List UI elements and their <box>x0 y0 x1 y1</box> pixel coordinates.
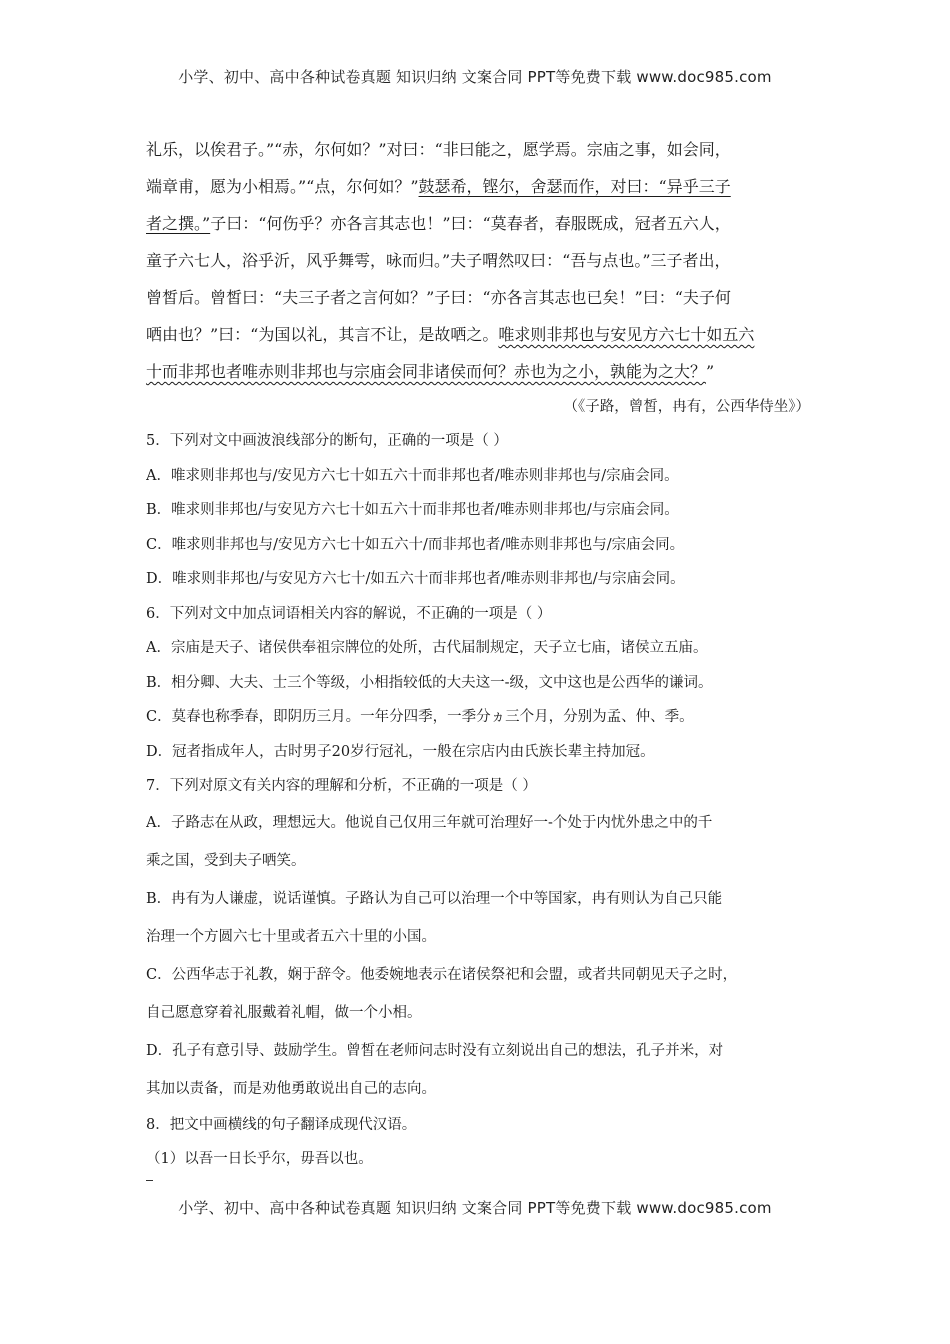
passage-line-1: 礼乐，以俟君子。”“赤，尔何如？”对曰：“非曰能之，愿学焉。宗庙 · ·之事，如会同， <box>146 131 810 168</box>
answer-line-mark <box>146 1180 153 1181</box>
passage-line-2: 端章甫，愿为小相焉。”“点，尔何如？”鼓瑟希，铿尔，舍瑟而作，对曰：“异乎三子 <box>146 177 731 196</box>
question-6-option-d: D．冠者指成年人，古时男子20岁行冠礼，一般在宗店内由氏族长辈主持加冠。 <box>146 743 655 760</box>
passage-line-3: 者之撰。”子曰：“何伤乎？亦各言其志也！”曰：“莫春 · ·者，春服既成，冠者 · ·五六人， <box>146 205 810 242</box>
question-7-option-d: D．孔子有意引导、鼓励学生。曾皙在老师问志时没有立刻说出自己的想法，孔子并米，对 <box>146 1042 724 1059</box>
page-footer: 小学、初中、高中各种试卷真题 知识归纳 文案合同 PPT等免费下载 www.doc985.com <box>178 1199 772 1217</box>
passage-line-4: 童子六七人，浴乎沂，风乎舞雩，咏而归。”夫子喟然叹曰：“吾与点也。”三子者出， <box>146 251 731 270</box>
underlined-sentence-end: 者之撰。” <box>146 214 211 233</box>
question-7-option-a-cont: 乘之国，受到夫子哂笑。 <box>146 852 306 869</box>
page-content <box>146 131 810 1177</box>
passage-line-5: 曾皙后。曾皙曰：“夫三子者之言何如？”子曰：“亦各言其志也已矣！”曰：“夫子何 <box>146 288 731 307</box>
passage-line-6: 哂由也？”曰：“为国以礼，其言不让，是故哂之。唯求则非邦也与安见方六七十如五六 <box>146 325 755 344</box>
dotted-word-zongmiao: 宗庙 · · <box>587 140 619 159</box>
question-7-option-a: A．子路志在从政，理想远大。他说自己仅用三年就可治理好一-个处于内忧外患之中的千 <box>146 814 713 831</box>
question-6-option-a: A．宗庙是天子、诸侯供奉祖宗牌位的处所，古代届制规定，天子立七庙，诸侯立五庙。 <box>146 640 708 656</box>
question-8-stem: 8．把文中画横线的句子翻译成现代汉语。 <box>146 1116 417 1133</box>
question-7-option-b-cont: 治理一个方圆六七十里或者五六十里的小国。 <box>146 928 436 945</box>
question-8-item-1: （1）以吾一日长乎尔，毋吾以也。 <box>146 1151 373 1167</box>
question-6-option-b: B．相分卿、大夫、士三个等级，小相指较低的大夫这一-级，文中这也是公西华的谦词。 <box>146 674 713 691</box>
passage-line-7: 十而非邦也者唯赤则非邦也与宗庙会同非诸侯而何？赤也为之小，孰能为之大？” <box>146 362 715 381</box>
wavy-underlined-text: 唯求则非邦也与安见方六七十如五六 <box>498 325 755 344</box>
question-7-option-c-cont: 自己愿意穿着礼服戴着礼帽，做一个小相。 <box>146 1004 422 1021</box>
question-5-option-a: A．唯求则非邦也与/安见方六七十如五六十而非邦也者/唯赤则非邦也与/宗庙会同。 <box>146 467 679 484</box>
question-7-option-d-cont: 其加以责备，而是劝他勇敢说出自己的志向。 <box>146 1080 436 1097</box>
question-6-stem: 6．下列对文中加点词语相关内容的解说，不正确的一项是（ ） <box>146 605 552 622</box>
question-5-option-b: B．唯求则非邦也/与安见方六七十如五六十而非邦也者/唯赤则非邦也/与宗庙会同。 <box>146 502 679 518</box>
question-7-stem: 7．下列对原文有关内容的理解和分析，不正确的一项是（ ） <box>146 778 537 794</box>
wavy-underlined-text-end: 十而非邦也者唯赤则非邦也与宗庙会同非诸侯而何？赤也为之小，孰能为之大？ <box>146 362 707 381</box>
dotted-word-mochun: 莫春 · · <box>491 214 523 233</box>
underlined-sentence: 鼓瑟希，铿尔，舍瑟而作，对曰：“异乎三子 <box>418 177 731 196</box>
page-header: 小学、初中、高中各种试卷真题 知识归纳 文案合同 PPT等免费下载 www.doc985.com <box>178 68 772 86</box>
question-5-stem: 5．下列对文中画波浪线部分的断句，正确的一项是（ ） <box>146 433 508 449</box>
question-7-option-c: C．公西华志于礼教，娴于辞令。他委婉地表示在诸侯祭祀和会盟，或者共同朝见天子之时， <box>146 966 738 983</box>
passage-source: （《子路，曾皙，冉有，公西华侍坐》） <box>563 399 810 415</box>
question-5-option-d: D．唯求则非邦也/与安见方六七十/如五六十而非邦也者/唯赤则非邦也/与宗庙会同。 <box>146 571 685 587</box>
question-5-option-c: C．唯求则非邦也与/安见方六七十如五六十/而非邦也者/唯赤则非邦也与/宗庙会同。 <box>146 536 685 553</box>
question-6-option-c: C．莫春也称季春，即阴历三月。一年分四季，一季分ヵ三个月，分别为孟、仲、季。 <box>146 709 694 725</box>
dotted-word-guanzhe: 冠者 · · <box>635 214 667 233</box>
question-7-option-b: B．冉有为人谦虚，说话谨慎。子路认为自己可以治理一个中等国家，冉有则认为自己只能 <box>146 890 723 907</box>
